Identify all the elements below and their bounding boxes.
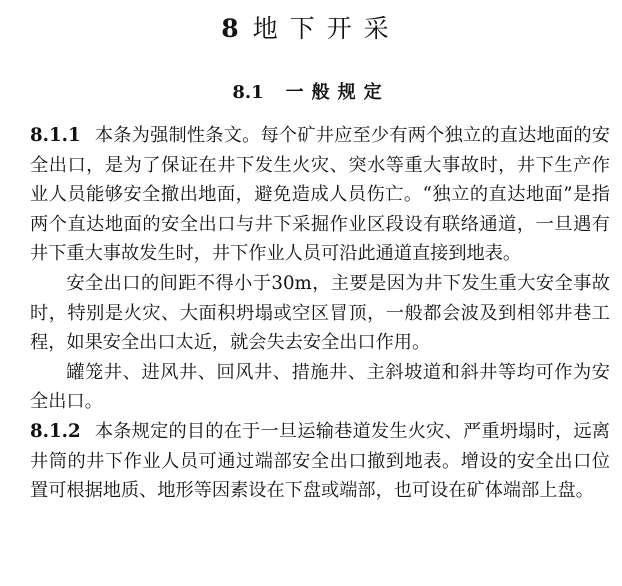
clause-8-1-1-paragraph-1 xyxy=(30,121,610,269)
paragraph-text: 本条为强制性条文。每个矿井应至少有两个独立的直达地面的安全出口，是为了保证在井下发生火灾、突水等重大事故时，井下生产作业人员能够安全撤出地面，避免造成人员伤亡。“独立的直达地面”是指两个直达地面的安全出口与井下采掘作业区段设有联络通道，一旦遇有井下重大事故发生时，井下作业人员可沿此通道直接到地表。 xyxy=(30,125,610,265)
section-title xyxy=(0,80,622,106)
clause-8-1-1-paragraph-3: 罐笼井、进风井、回风井、措施井、主斜坡道和斜井等均可作为安全出口。 xyxy=(30,361,610,413)
clause-8-1-2-paragraph-1 xyxy=(30,417,610,506)
chapter-title xyxy=(0,12,622,46)
paragraph-text: 本条规定的目的在于一旦运输巷道发生火灾、严重坍塌时，远离井筒的井下作业人员可通过端部安全出口撤到地表。增设的安全出口位置可根据地质、地形等因素设在下盘或端部，也可设在矿体端部上盘。 xyxy=(30,420,610,502)
section-number: 8.1 xyxy=(232,82,264,103)
body-text xyxy=(30,121,610,506)
chapter-number: 8 xyxy=(221,14,239,43)
clause-8-1-1-paragraph-2: 安全出口的间距不得小于30m，主要是因为井下发生重大安全事故时，特别是火灾、大面积坍塌或空区冒顶，一般都会波及到相邻井巷工程，如果安全出口太近，就会失去安全出口作用。 xyxy=(30,272,610,354)
clause-number: 8.1.1 xyxy=(30,125,81,146)
chapter-title-text: 地下开采 xyxy=(252,14,401,43)
section-title-text: 一般规定 xyxy=(285,82,390,103)
clause-number: 8.1.2 xyxy=(30,420,81,442)
